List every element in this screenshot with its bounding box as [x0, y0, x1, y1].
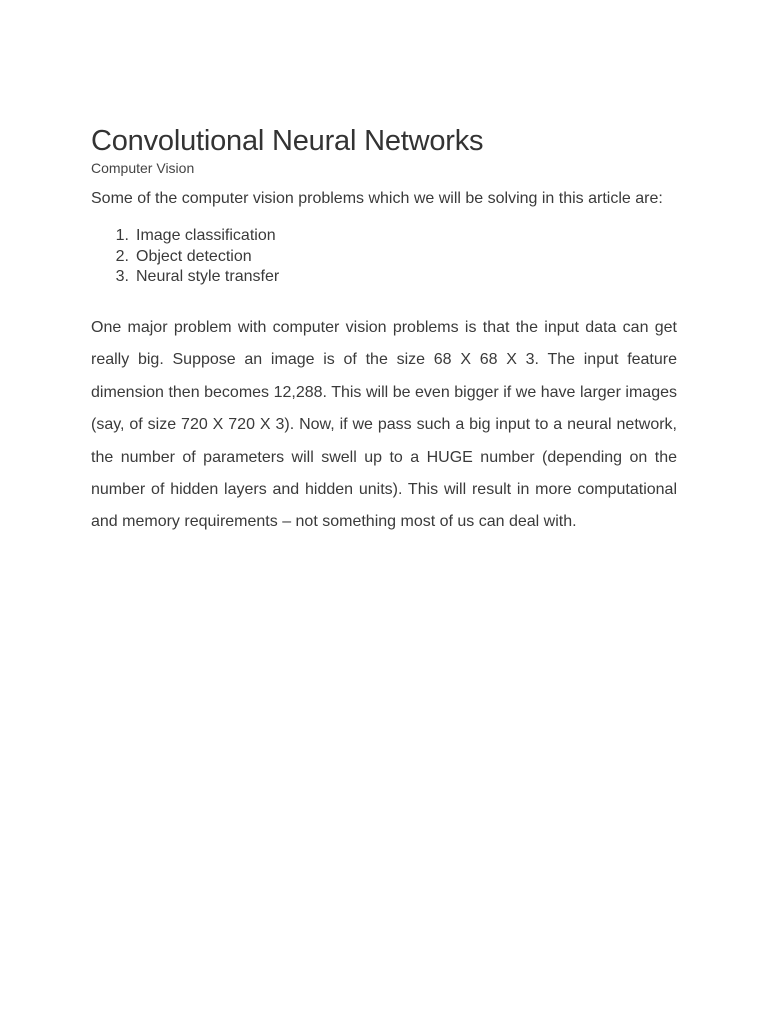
list-item-text: Neural style transfer: [136, 268, 280, 286]
document-title: Convolutional Neural Networks: [91, 125, 484, 157]
list-item-text: Image classification: [136, 227, 276, 245]
intro-paragraph: Some of the computer vision problems which we will be solving in this article are:: [91, 190, 663, 207]
list-item: [91, 226, 677, 247]
document-subtitle: Computer Vision: [91, 160, 195, 176]
document-content: [91, 122, 677, 539]
list-item-number: 1.: [115, 227, 129, 245]
body-paragraph: One major problem with computer vision problems is that the input data can get really big. Suppose an image is of the size 68 X 68 X 3. The input feature dimension then becomes 12,288. This will be even bigger if we have larger images (say, of size 720 X 720 X 3). Now, if we pass such a big input to a neural network, the number of parameters will swell up to a HUGE number (depending on the number of hidden layers and hidden units). This will result in more computational and memory requirements – not something most of us can deal with.: [91, 318, 677, 531]
list-item-text: Object detection: [136, 247, 252, 265]
list-item: [91, 267, 677, 288]
list-item-number: 3.: [115, 268, 129, 286]
problem-list: [91, 226, 677, 288]
list-item-number: 2.: [115, 247, 129, 265]
list-item: [91, 247, 677, 268]
